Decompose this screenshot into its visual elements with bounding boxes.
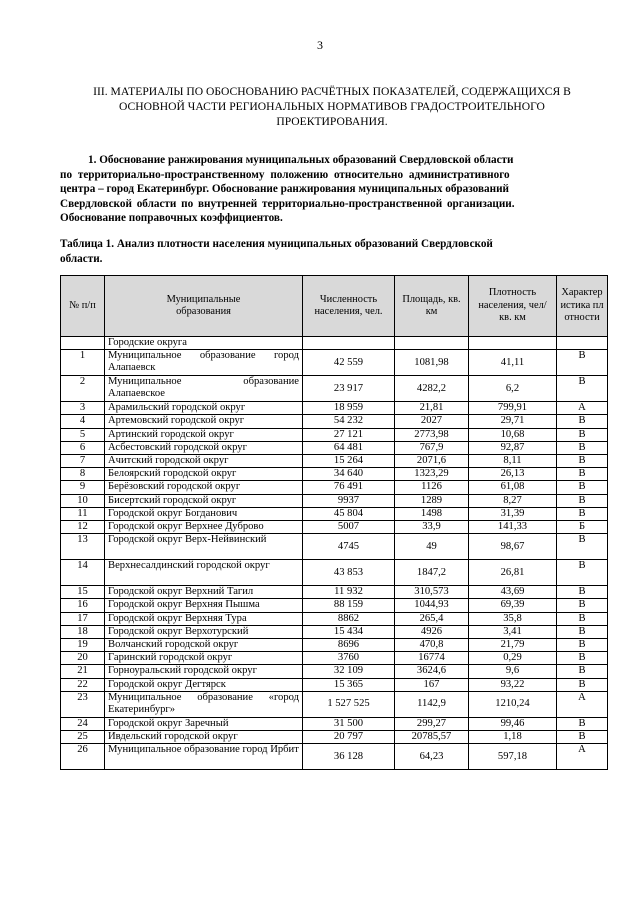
- row-density: 6,2: [469, 376, 557, 402]
- table-caption-line: Таблица 1. Анализ плотности населения муниципальных образований Свердловской: [60, 238, 493, 250]
- row-population: 18 959: [303, 402, 395, 415]
- row-number: 7: [61, 455, 105, 468]
- table-row: [61, 678, 608, 691]
- row-area: 1847,2: [395, 560, 469, 586]
- row-area: 2071,6: [395, 455, 469, 468]
- group-row: [61, 337, 608, 350]
- row-area: 2027: [395, 415, 469, 428]
- row-density: 35,8: [469, 612, 557, 625]
- row-population: 36 128: [303, 744, 395, 770]
- row-class: В: [557, 612, 608, 625]
- row-name: Волчанский городской округ: [105, 639, 303, 652]
- row-density: 8,27: [469, 494, 557, 507]
- row-population: 15 264: [303, 455, 395, 468]
- row-number: 10: [61, 494, 105, 507]
- row-class: В: [557, 376, 608, 402]
- row-name: Белоярский городской округ: [105, 468, 303, 481]
- row-name: Городской округ Дегтярск: [105, 678, 303, 691]
- row-name: Городской округ Богданович: [105, 507, 303, 520]
- row-class: А: [557, 402, 608, 415]
- table-row: [61, 521, 608, 534]
- row-number: 19: [61, 639, 105, 652]
- row-number: 23: [61, 691, 105, 717]
- row-class: В: [557, 468, 608, 481]
- row-population: 45 804: [303, 507, 395, 520]
- row-population: 8696: [303, 639, 395, 652]
- row-number: 20: [61, 652, 105, 665]
- table-row: [61, 455, 608, 468]
- row-number: 5: [61, 428, 105, 441]
- row-class: Б: [557, 521, 608, 534]
- row-density: 1,18: [469, 731, 557, 744]
- row-number: 18: [61, 625, 105, 638]
- row-class: В: [557, 599, 608, 612]
- row-number: 12: [61, 521, 105, 534]
- table-row: [61, 599, 608, 612]
- header-name: Муниципальные образования: [105, 276, 303, 337]
- row-population: 9937: [303, 494, 395, 507]
- row-class: В: [557, 560, 608, 586]
- subsection-line: Обоснование поправочных коэффициентов.: [60, 212, 283, 224]
- row-number: 9: [61, 481, 105, 494]
- row-name: Муниципальное образование «город Екатеринбург»: [105, 691, 303, 717]
- row-area: 3624,6: [395, 665, 469, 678]
- row-population: 5007: [303, 521, 395, 534]
- row-number: 24: [61, 717, 105, 730]
- row-density: 41,11: [469, 350, 557, 376]
- row-density: 61,08: [469, 481, 557, 494]
- row-name: Муниципальное образование Алапаевское: [105, 376, 303, 402]
- row-area: 1044,93: [395, 599, 469, 612]
- row-density: 1210,24: [469, 691, 557, 717]
- row-number: 22: [61, 678, 105, 691]
- row-area: 167: [395, 678, 469, 691]
- table-row: [61, 717, 608, 730]
- row-population: 34 640: [303, 468, 395, 481]
- row-population: 64 481: [303, 441, 395, 454]
- subsection-line: центра – город Екатеринбург. Обоснование ранжирования муниципальных образований: [60, 183, 509, 195]
- row-class: В: [557, 731, 608, 744]
- header-num: № п/п: [61, 276, 105, 337]
- row-number: 25: [61, 731, 105, 744]
- table-row: [61, 376, 608, 402]
- subsection-line: по территориально-пространственному положению относительно административного: [60, 168, 510, 181]
- row-number: 11: [61, 507, 105, 520]
- row-population: 32 109: [303, 665, 395, 678]
- row-class: В: [557, 678, 608, 691]
- table-row: [61, 731, 608, 744]
- row-density: 98,67: [469, 534, 557, 560]
- header-population: Численность населения, чел.: [303, 276, 395, 337]
- row-density: 99,46: [469, 717, 557, 730]
- row-density: 69,39: [469, 599, 557, 612]
- table-row: [61, 665, 608, 678]
- group-label: Городские округа: [105, 337, 303, 350]
- row-density: 31,39: [469, 507, 557, 520]
- row-population: 3760: [303, 652, 395, 665]
- row-population: 11 932: [303, 586, 395, 599]
- row-name: Асбестовский городской округ: [105, 441, 303, 454]
- table-row: [61, 468, 608, 481]
- row-class: В: [557, 717, 608, 730]
- section-title-line: ОСНОВНОЙ ЧАСТИ РЕГИОНАЛЬНЫХ НОРМАТИВОВ ГРАДОСТРОИТЕЛЬНОГО: [119, 100, 545, 113]
- table-row: [61, 402, 608, 415]
- row-name: Городской округ Верх-Нейвинский: [105, 534, 303, 560]
- table-row: [61, 560, 608, 586]
- row-area: 4282,2: [395, 376, 469, 402]
- row-name: Городской округ Заречный: [105, 717, 303, 730]
- row-population: 27 121: [303, 428, 395, 441]
- row-number: 8: [61, 468, 105, 481]
- table-row: [61, 744, 608, 770]
- table-row: [61, 494, 608, 507]
- row-density: 92,87: [469, 441, 557, 454]
- table-row: [61, 639, 608, 652]
- row-name: Муниципальное образование город Ирбит: [105, 744, 303, 770]
- row-density: 43,69: [469, 586, 557, 599]
- subsection-line: 1. Обоснование ранжирования муниципальных образований Свердловской области: [88, 154, 514, 166]
- row-name: Городской округ Верхотурский: [105, 625, 303, 638]
- row-class: В: [557, 507, 608, 520]
- row-number: 1: [61, 350, 105, 376]
- row-area: 1289: [395, 494, 469, 507]
- row-density: 597,18: [469, 744, 557, 770]
- row-number: 15: [61, 586, 105, 599]
- row-class: В: [557, 494, 608, 507]
- table-caption: [60, 237, 604, 266]
- row-area: 2773,98: [395, 428, 469, 441]
- row-population: 54 232: [303, 415, 395, 428]
- table-row: [61, 652, 608, 665]
- row-name: Муниципальное образование город Алапаевск: [105, 350, 303, 376]
- row-number: 3: [61, 402, 105, 415]
- header-class: Характеристика плотности: [557, 276, 608, 337]
- row-area: 33,9: [395, 521, 469, 534]
- row-number: 16: [61, 599, 105, 612]
- row-population: 23 917: [303, 376, 395, 402]
- row-density: 3,41: [469, 625, 557, 638]
- row-density: 141,33: [469, 521, 557, 534]
- row-name: Ачитский городской округ: [105, 455, 303, 468]
- table-row: [61, 586, 608, 599]
- row-population: 76 491: [303, 481, 395, 494]
- row-population: 15 365: [303, 678, 395, 691]
- row-area: 767,9: [395, 441, 469, 454]
- row-density: 10,68: [469, 428, 557, 441]
- page-number: 3: [317, 38, 323, 52]
- row-density: 93,22: [469, 678, 557, 691]
- row-population: 31 500: [303, 717, 395, 730]
- row-class: А: [557, 744, 608, 770]
- row-number: 17: [61, 612, 105, 625]
- row-name: Горноуральский городской округ: [105, 665, 303, 678]
- row-class: В: [557, 441, 608, 454]
- row-density: 9,6: [469, 665, 557, 678]
- table-row: [61, 534, 608, 560]
- row-name: Городской округ Верхнее Дуброво: [105, 521, 303, 534]
- row-name: Ивдельский городской округ: [105, 731, 303, 744]
- row-area: 16774: [395, 652, 469, 665]
- row-density: 29,71: [469, 415, 557, 428]
- row-name: Городской округ Верхний Тагил: [105, 586, 303, 599]
- table-row: [61, 415, 608, 428]
- row-class: А: [557, 691, 608, 717]
- table-row: [61, 481, 608, 494]
- row-area: 21,81: [395, 402, 469, 415]
- row-density: 21,79: [469, 639, 557, 652]
- row-number: 26: [61, 744, 105, 770]
- row-area: 20785,57: [395, 731, 469, 744]
- row-name: Верхнесалдинский городской округ: [105, 560, 303, 586]
- row-name: Арамильский городской округ: [105, 402, 303, 415]
- row-area: 299,27: [395, 717, 469, 730]
- row-density: 8,11: [469, 455, 557, 468]
- row-area: 49: [395, 534, 469, 560]
- row-class: В: [557, 481, 608, 494]
- row-class: В: [557, 639, 608, 652]
- row-area: 1081,98: [395, 350, 469, 376]
- row-population: 88 159: [303, 599, 395, 612]
- row-class: В: [557, 428, 608, 441]
- row-density: 0,29: [469, 652, 557, 665]
- row-name: Артинский городской округ: [105, 428, 303, 441]
- table-row: [61, 691, 608, 717]
- row-number: 13: [61, 534, 105, 560]
- row-area: 1323,29: [395, 468, 469, 481]
- section-title: [60, 84, 604, 129]
- row-name: Берёзовский городской округ: [105, 481, 303, 494]
- row-number: 6: [61, 441, 105, 454]
- row-density: 799,91: [469, 402, 557, 415]
- header-area: Площадь, кв. км: [395, 276, 469, 337]
- row-class: В: [557, 350, 608, 376]
- section-title-line: ПРОЕКТИРОВАНИЯ.: [276, 115, 388, 128]
- row-area: 470,8: [395, 639, 469, 652]
- row-name: Городской округ Верхняя Тура: [105, 612, 303, 625]
- table-row: [61, 428, 608, 441]
- row-population: 4745: [303, 534, 395, 560]
- section-title-line: III. МАТЕРИАЛЫ ПО ОБОСНОВАНИЮ РАСЧЁТНЫХ ПОКАЗАТЕЛЕЙ, СОДЕРЖАЩИХСЯ В: [93, 85, 571, 98]
- row-area: 1142,9: [395, 691, 469, 717]
- table-caption-line: области.: [60, 252, 103, 265]
- row-area: 1126: [395, 481, 469, 494]
- row-density: 26,81: [469, 560, 557, 586]
- header-density: Плотность населения, чел/ кв. км: [469, 276, 557, 337]
- row-number: 4: [61, 415, 105, 428]
- table-row: [61, 612, 608, 625]
- table-row: [61, 441, 608, 454]
- row-name: Артемовский городской округ: [105, 415, 303, 428]
- row-class: В: [557, 534, 608, 560]
- row-class: В: [557, 652, 608, 665]
- row-population: 20 797: [303, 731, 395, 744]
- row-name: Городской округ Верхняя Пышма: [105, 599, 303, 612]
- row-number: 2: [61, 376, 105, 402]
- row-number: 14: [61, 560, 105, 586]
- row-area: 1498: [395, 507, 469, 520]
- row-area: 64,23: [395, 744, 469, 770]
- row-density: 26,13: [469, 468, 557, 481]
- row-population: 8862: [303, 612, 395, 625]
- table-row: [61, 507, 608, 520]
- table-row: [61, 350, 608, 376]
- row-name: Гаринский городской округ: [105, 652, 303, 665]
- row-class: В: [557, 455, 608, 468]
- row-class: В: [557, 625, 608, 638]
- table-header-row: [61, 276, 608, 337]
- row-class: В: [557, 665, 608, 678]
- row-number: 21: [61, 665, 105, 678]
- density-table: [60, 275, 608, 770]
- row-population: 42 559: [303, 350, 395, 376]
- row-area: 265,4: [395, 612, 469, 625]
- table-row: [61, 625, 608, 638]
- row-area: 4926: [395, 625, 469, 638]
- row-class: В: [557, 586, 608, 599]
- subsection-heading: [60, 153, 604, 226]
- subsection-line: Свердловской области по внутренней территориально-пространственной организации.: [60, 197, 515, 210]
- row-population: 15 434: [303, 625, 395, 638]
- row-name: Бисертский городской округ: [105, 494, 303, 507]
- row-area: 310,573: [395, 586, 469, 599]
- row-class: В: [557, 415, 608, 428]
- row-population: 1 527 525: [303, 691, 395, 717]
- row-population: 43 853: [303, 560, 395, 586]
